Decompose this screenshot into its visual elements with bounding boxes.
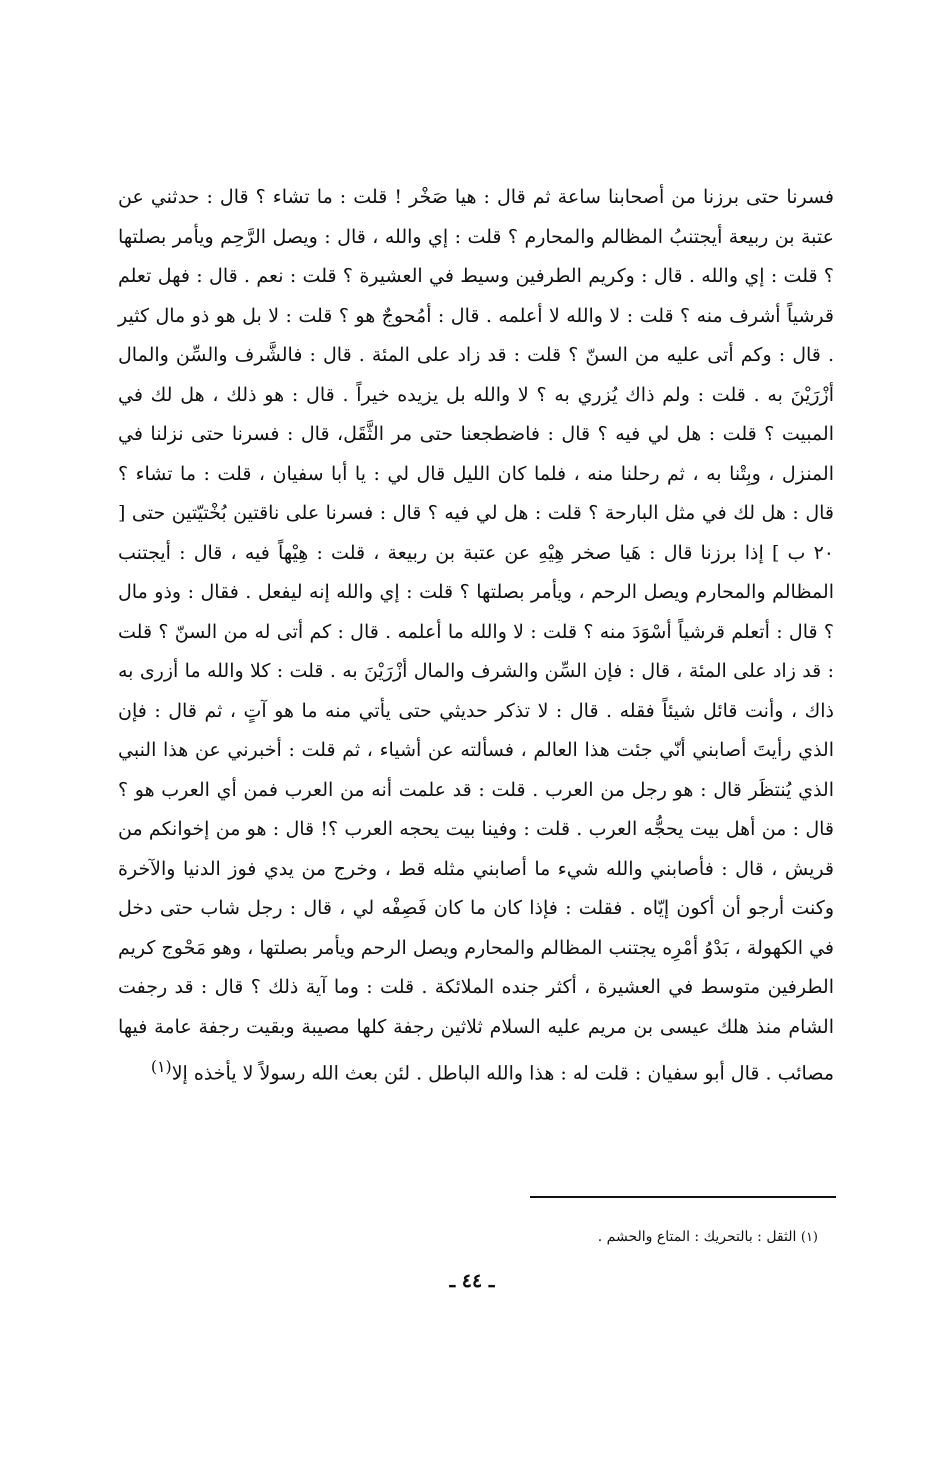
page-number: ـ ٤٤ ـ xyxy=(449,1270,495,1292)
footnote xyxy=(598,1227,818,1248)
footnote-text: الثقل : بالتحريك : المتاع والحشم . xyxy=(597,1229,797,1245)
main-paragraph: فسرنا حتى برزنا من أصحابنا ساعة ثم قال : هيا صَخْر ! قلت : ما تشاء ؟ قال : حدثني عن عتبة بن ربيعة أيجتنبُ المظالم والمحارم ؟ قلت : إي والله ، قال : ويصل الرَّحِم ويأمر بصلتها ؟ قلت : إي والله . قال : وكريم الطرفين وسيط في العشيرة ؟ قلت : نعم . قال : فهل تعلم قرشياً أشرف منه ؟ قلت : لا والله لا أعلمه . قال : أمُحوجٌ هو ؟ قلت : لا بل هو ذو مال كثير . قال : وكم أتى عليه من السنّ ؟ قلت : قد زاد على المئة . قال : فالشَّرف والسِّن والمال أزْرَيْنَ به . قلت : ولم ذاك يُزري به ؟ لا والله بل يزيده خيراً . قال : هو ذلك ، هل لك في المبيت ؟ قلت : هل لي فيه ؟ قال : فاضطجعنا حتى مر الثَّقَل، قال : فسرنا حتى نزلنا في المنزل ، وبِتْنا به ، ثم رحلنا منه ، فلما كان الليل قال لي : يا أبا سفيان ، قلت : ما تشاء ؟ قال : هل لك في مثل البارحة ؟ قلت : هل لي فيه ؟ قال : فسرنا على ناقتين بُخْتيّتين حتى [ ٢٠ ب ] إذا برزنا قال : هَيا صخر هِيْهِ عن عتبة بن ربيعة ، قلت : هِيْهاً فيه ، قال : أيجتنب المظالم والمحارم ويصل الرحم ، ويأمر بصلتها ؟ قلت : إي والله إنه ليفعل . فقال : وذو مال ؟ قال : أتعلم قرشياً أسْوَدَ منه ؟ قلت : لا والله ما أعلمه . قال : كم أتى له من السنّ ؟ قلت : قد زاد على المئة ، قال : فإن السِّن والشرف والمال أزْرَيْنَ به . قلت : كلا والله ما أزرى به ذاك ، وأنت قائل شيئاً فقله . قال : لا تذكر حديثي حتى يأتي منه ما هو آتٍ ، ثم قال : فإن الذي رأيتَ أصابني أنّي جئت هذا العالم ، فسألته عن أشياء ، ثم قلت : أخبرني عن هذا النبي الذي يُنتظَر قال : هو رجل من العرب . قلت : قد علمت أنه من العرب فمن أي العرب هو ؟ قال : من أهل بيت يحجُّه العرب . قلت : وفينا بيت يحجه العرب ؟! قال : هو من إخوانكم من قريش ، قال : فأصابني والله شيء ما أصابني مثله قط ، وخرج من يدي فوز الدنيا والآخرة وكنت أرجو أن أكون إيّاه . فقلت : فإذا كان ما كان فَصِفْه لي ، قال : رجل شاب حتى دخل في الكهولة ، بَدْوُ أمْرِه يجتنب المظالم والمحارم ويصل الرحم ويأمر بصلتها ، وهو مَحْوج كريم الطرفين متوسط في العشيرة ، أكثر جنده الملائكة . قلت : وما آية ذلك ؟ قال : قد رجفت الشام منذ هلك عيسى بن مريم عليه السلام ثلاثين رجفة كلها مصيبة وبقيت رجفة عامة فيها مصائب . قال أبو سفيان : قلت له : هذا والله الباطل . لئن بعث الله رسولاً لا يأخذه إلا xyxy=(118,186,834,1085)
body-text xyxy=(118,178,834,1094)
footnote-divider xyxy=(530,1196,836,1198)
footnote-marker: (١) xyxy=(800,1230,818,1245)
footnote-reference: (١) xyxy=(150,1057,172,1076)
